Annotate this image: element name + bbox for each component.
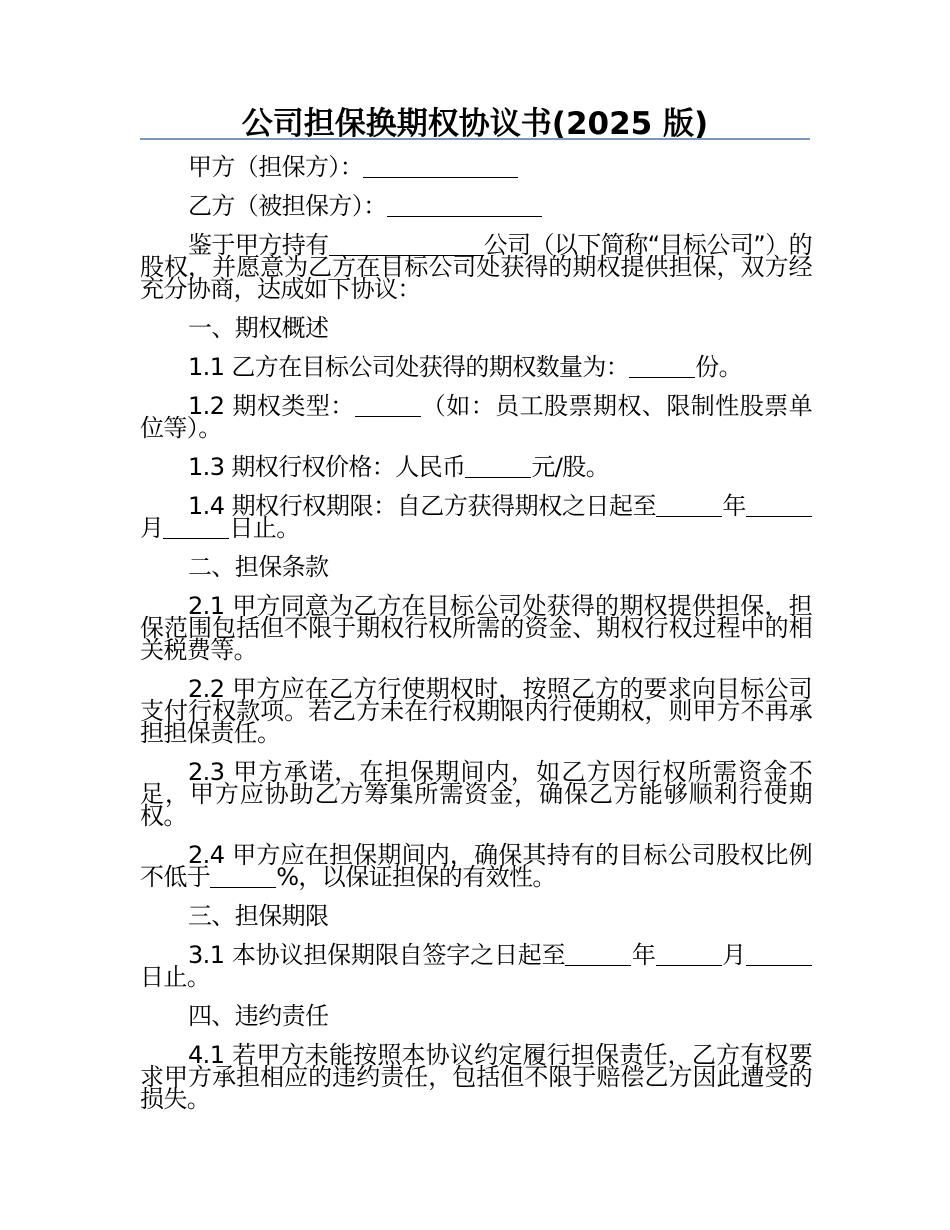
clause-2-1: 2.1 甲方同意为乙方在目标公司处获得的期权提供担保，担保范围包括但不限于期权行权所需的资金、期权行权过程中的相关税费等。 xyxy=(140,592,812,664)
clause-3-1-year: 年 xyxy=(631,941,656,969)
section-4-heading: 四、违约责任 xyxy=(188,1002,329,1030)
clause-1-4 xyxy=(140,492,812,542)
clause-1-3-unit: 元/股。 xyxy=(531,453,610,481)
clause-1-3 xyxy=(140,453,812,481)
section-1-heading: 一、期权概述 xyxy=(188,314,329,342)
party-b-line xyxy=(140,192,812,220)
clause-1-4-text: 1.4 期权行权期限：自乙方获得期权之日起至 xyxy=(188,492,657,520)
preamble-paragraph xyxy=(140,231,812,303)
section-3-heading: 三、担保期限 xyxy=(188,902,329,930)
party-b-blank xyxy=(387,196,542,217)
clause-4-1: 4.1 若甲方未能按照本协议约定履行担保责任，乙方有权要求甲方承担相应的违约责任，包括但不限于赔偿乙方因此遭受的损失。 xyxy=(140,1041,812,1113)
clause-1-1 xyxy=(140,353,812,381)
clause-2-4-tail: %，以保证担保的有效性。 xyxy=(276,863,556,891)
section-2-heading: 二、担保条款 xyxy=(188,553,329,581)
clause-2-2: 2.2 甲方应在乙方行使期权时，按照乙方的要求向目标公司支付行权款项。若乙方未在行权期限内行使期权，则甲方不再承担担保责任。 xyxy=(140,675,812,747)
party-a-label: 甲方（担保方）： xyxy=(188,153,364,181)
document-body xyxy=(140,153,812,1127)
equity-ratio-blank xyxy=(210,867,276,888)
clause-2-3: 2.3 甲方承诺，在担保期间内，如乙方因行权所需资金不足，甲方应协助乙方筹集所需资金，确保乙方能够顺利行使期权。 xyxy=(140,758,812,830)
clause-3-1-month: 月 xyxy=(721,941,746,969)
guarantee-month-blank xyxy=(656,945,722,966)
option-quantity-blank xyxy=(629,357,695,378)
clause-1-4-day: 日止。 xyxy=(229,514,300,542)
clause-1-4-year: 年 xyxy=(722,492,746,520)
exercise-price-blank xyxy=(465,457,531,478)
party-a-line xyxy=(140,153,812,181)
clause-1-2 xyxy=(140,392,812,442)
party-b-label: 乙方（被担保方）： xyxy=(188,192,387,220)
guarantee-day-blank xyxy=(746,945,812,966)
party-a-blank xyxy=(363,157,518,178)
title-underline xyxy=(140,138,810,140)
option-type-blank xyxy=(355,396,421,417)
term-month-blank xyxy=(746,496,812,517)
clause-2-4-text: 2.4 甲方应在担保期间内，确保其持有的目标公司股权比例不低于 xyxy=(140,841,812,891)
clause-3-1-text: 3.1 本协议担保期限自签字之日起至 xyxy=(188,941,566,969)
clause-1-2-text: 1.2 期权类型： xyxy=(188,392,355,420)
guarantee-year-blank xyxy=(565,945,631,966)
clause-2-4 xyxy=(140,841,812,891)
clause-1-4-month: 月 xyxy=(140,514,164,542)
clause-1-1-text: 1.1 乙方在目标公司处获得的期权数量为： xyxy=(188,353,630,381)
preamble-text-before: 鉴于甲方持有 xyxy=(188,231,329,259)
clause-3-1-day: 日止。 xyxy=(140,963,211,991)
document-title: 公司担保换期权协议书(2025 版) xyxy=(241,106,709,142)
clause-1-1-unit: 份。 xyxy=(695,353,743,381)
clause-3-1 xyxy=(140,941,812,991)
clause-1-2-example: （如：员工股票期权、限制性股票单位等）。 xyxy=(140,392,812,442)
preamble-text-after: 公司（以下简称“目标公司”）的股权，并愿意为乙方在目标公司处获得的期权提供担保，双方经充分协商，达成如下协议： xyxy=(140,231,812,303)
term-year-blank xyxy=(656,496,722,517)
term-day-blank xyxy=(163,518,229,539)
clause-1-3-text: 1.3 期权行权价格：人民币 xyxy=(188,453,466,481)
